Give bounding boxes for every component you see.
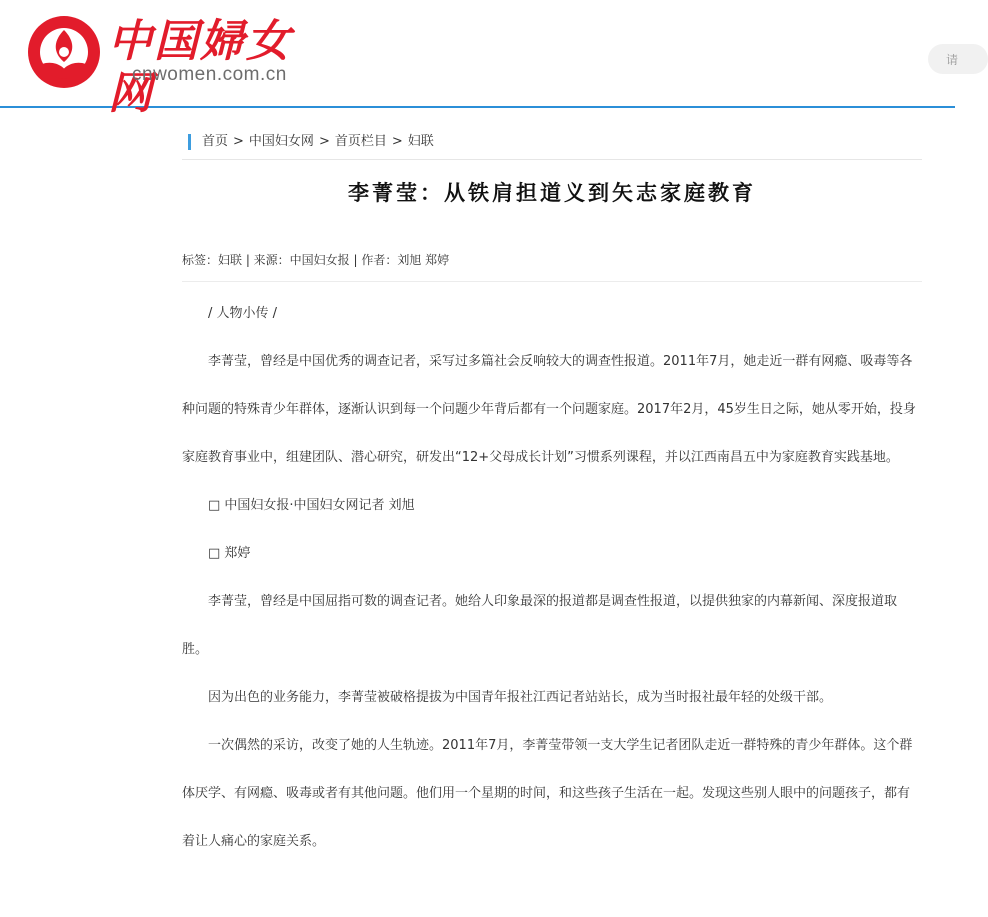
breadcrumb-home[interactable]: 首页 xyxy=(202,134,229,149)
article-title: 李菁莹：从铁肩担道义到矢志家庭教育 xyxy=(348,181,756,205)
logo-title: 中国婦女网 xyxy=(108,16,292,119)
article-paragraph: 因为出色的业务能力，李菁莹被破格提拔为中国青年报社江西记者站站长，成为当时报社最年轻的处级干部。 xyxy=(208,690,833,705)
article-paragraph: / 人物小传 / xyxy=(208,306,278,321)
article-meta: 标签：妇联 | 来源：中国妇女报 | 作者：刘旭 郑婷 xyxy=(182,250,922,282)
article-container xyxy=(182,124,922,866)
article-paragraph: 一次偶然的采访，改变了她的人生轨迹。2011年7月，李菁莹带领一支大学生记者团队走近一群特殊的青少年群体。这个群体厌学、有网瘾、吸毒或者有其他问题。他们用一个星期的时间，和这些孩子生活在一起。发现这些别人眼中的问题孩子，都有着让人痛心的家庭关系。 xyxy=(182,738,913,849)
breadcrumb-cnwomen[interactable]: 中国妇女网 xyxy=(248,134,314,149)
article-paragraph: □ 中国妇女报·中国妇女网记者 刘旭 xyxy=(208,498,415,513)
breadcrumb-separator: > xyxy=(318,134,330,149)
breadcrumb-separator: > xyxy=(233,134,244,149)
article-paragraph: 李菁莹，曾经是中国优秀的调查记者，采写过多篇社会反响较大的调查性报道。2011年7月，她走近一群有网瘾、吸毒等各种问题的特殊青少年群体，逐渐认识到每一个问题少年背后都有一个问题家庭。2017年2月，45岁生日之际，她从零开始，投身家庭教育事业中，组建团队、潜心研究，研发出“12+父母成长计划”习惯系列课程，并以江西南昌五中为家庭教育实践基地。 xyxy=(182,354,916,465)
logo-emblem-icon xyxy=(24,12,104,92)
site-header xyxy=(0,0,959,119)
breadcrumb xyxy=(182,124,922,160)
breadcrumb-fulian[interactable]: 妇联 xyxy=(407,134,434,149)
search-placeholder: 请 xyxy=(946,53,959,67)
logo-domain: cnwomen.com.cn xyxy=(132,64,287,85)
article-paragraph: 李菁莹，曾经是中国屈指可数的调查记者。她给人印象最深的报道都是调查性报道，以提供独家的内幕新闻、深度报道取胜。 xyxy=(182,594,898,657)
site-logo[interactable] xyxy=(24,12,324,119)
article-paragraph: □ 郑婷 xyxy=(208,546,251,561)
breadcrumb-separator: > xyxy=(391,134,403,149)
search-input[interactable] xyxy=(928,44,988,74)
article-body xyxy=(182,290,922,866)
breadcrumb-column[interactable]: 首页栏目 xyxy=(334,134,387,149)
